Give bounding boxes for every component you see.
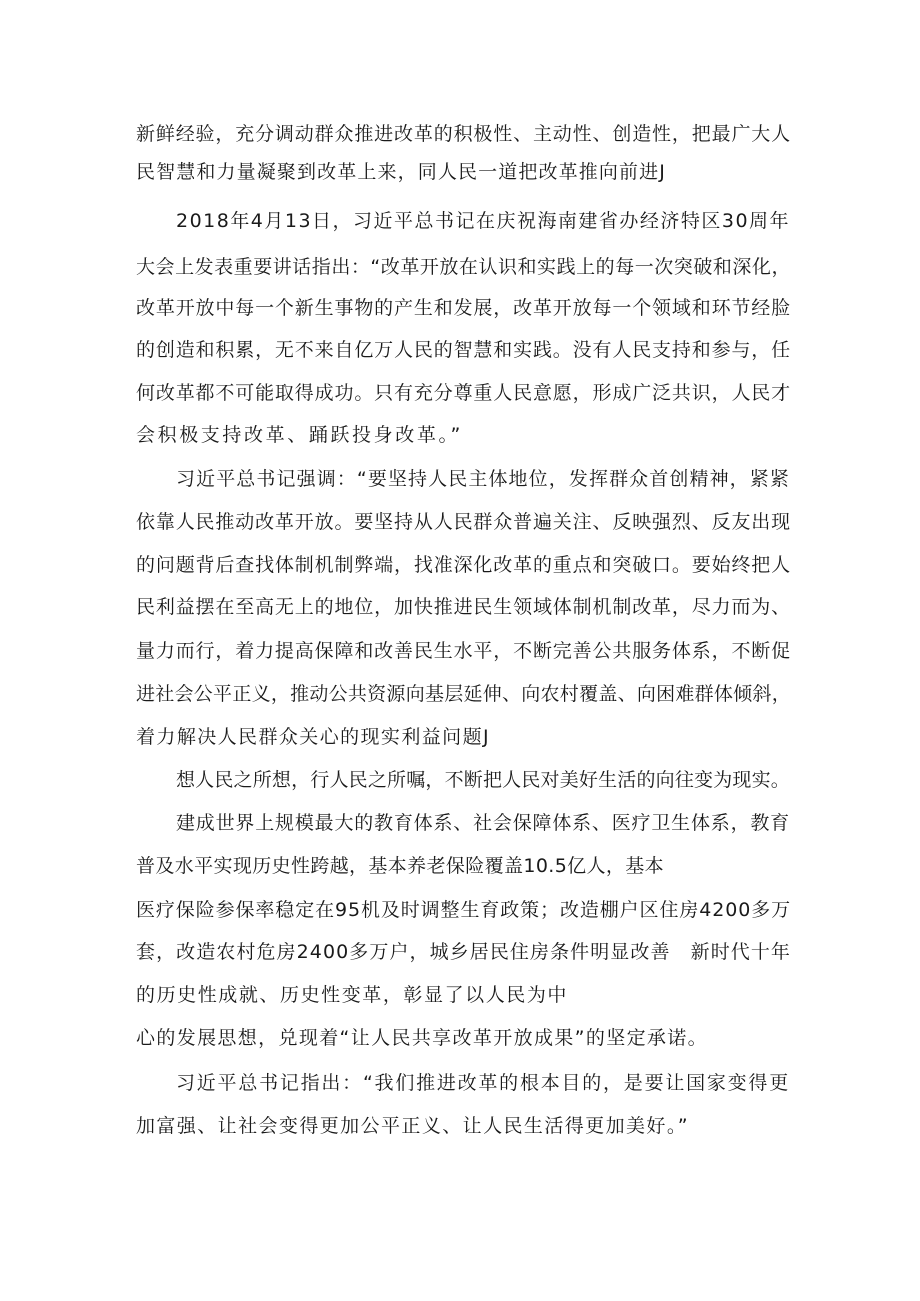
text-line: 改革开放中每一个新生事物的产生和发展，改革开放每一个领域和环节经脸 xyxy=(136,297,791,319)
text-line: 着力解决人民群众关心的现实利益问题J xyxy=(136,726,491,748)
text-line: 新鲜经验，充分调动群众推进改革的积极性、主动性、创造性，把最广大人 xyxy=(136,123,791,145)
text-line: 的问题背后查找体制机制弊端，找准深化改革的重点和突破口。要始终把人 xyxy=(136,554,791,576)
text-line: 习近平总书记强调：“要坚持人民主体地位，发挥群众首创精神，紧紧 xyxy=(176,468,790,490)
text-line: 的历史性成就、历史性变革，彰显了以人民为中 xyxy=(136,984,568,1006)
text-line: 2018年4月13日，习近平总书记在庆祝海南建省办经济特区30周年 xyxy=(176,210,790,232)
text-line: 的创造和积累，无不来自亿万人民的智慧和实践。没有人民支持和参与，任 xyxy=(136,339,791,361)
text-line: 普及水平实现历史性跨越，基本养老保险覆盖10.5亿人，基本 xyxy=(136,855,665,877)
text-line: 民智慧和力量凝聚到改革上来，同人民一道把改革推向前进J xyxy=(136,161,667,183)
text-line: 量力而行，着力提高保障和改善民生水平，不断完善公共服务体系，不断促 xyxy=(136,640,791,662)
text-line: 建成世界上规模最大的教育体系、社会保障体系、医疗卫生体系，教育 xyxy=(176,812,790,834)
text-line: 医疗保险参保率稳定在95机及时调整生育政策；改造棚户区住房4200多万 xyxy=(136,899,791,921)
text-line: 加富强、让社会变得更加公平正义、让人民生活得更加美好。” xyxy=(136,1115,689,1137)
text-line: 依靠人民推动改革开放。要坚持从人民群众普遍关注、反映强烈、反友出现 xyxy=(136,511,791,533)
text-line: 心的发展思想，兑现着“让人民共享改革开放成果”的坚定承诺。 xyxy=(136,1027,708,1049)
text-line: 想人民之所想，行人民之所嘱，不断把人民对美好生活的向往变为现实。 xyxy=(176,769,790,791)
text-line: 套，改造农村危房2400多万户，城乡居民住房条件明显改善 新时代十年 xyxy=(136,941,792,963)
text-line: 进社会公平正义，推动公共资源向基层延伸、向农村覆盖、向困难群体倾斜， xyxy=(136,683,791,705)
text-line: 会积极支持改革、踊跃投身改革。” xyxy=(136,424,463,446)
text-line: 民利益摆在至高无上的地位，加快推进民生领域体制机制改革，尽力而为、 xyxy=(136,596,791,618)
text-line: 何改革都不可能取得成功。只有充分尊重人民意愿，形成广泛共识，人民才 xyxy=(136,382,791,404)
text-line: 大会上发表重要讲话指出：“改革开放在认识和实践上的每一次突破和深化， xyxy=(136,256,792,278)
text-line: 习近平总书记指出：“我们推进改革的根本目的，是要让国家变得更 xyxy=(176,1072,790,1094)
